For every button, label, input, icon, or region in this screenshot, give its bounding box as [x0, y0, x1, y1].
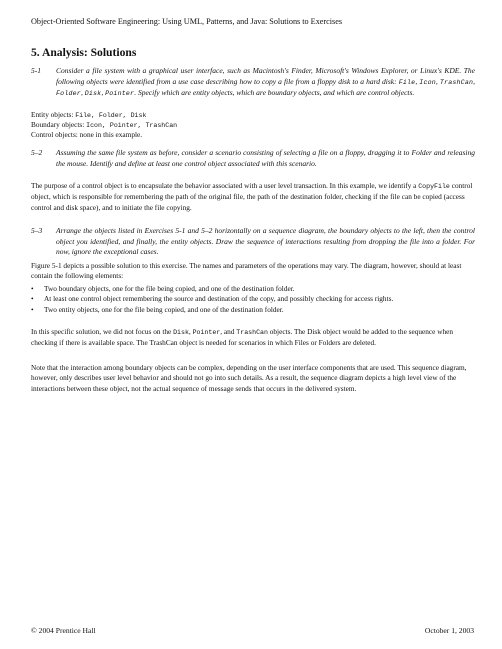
exercise-5-3 [31, 226, 475, 258]
exercise-text: Arrange the objects listed in Exercises 5-1 and 5–2 horizontally on a sequence diagram, the boundary objects to the left, then the control object you identified, and finally, the entity objects. Draw the sequence of interactions resulting from dropping the file into a folder. For now, ignore the exceptional cases. [56, 226, 475, 257]
bullet-icon: • [31, 294, 34, 304]
bullet-icon: • [31, 304, 34, 314]
paragraph-specific-solution [31, 327, 475, 349]
separator: , [415, 76, 420, 86]
answer-values: File, Folder, Disk [75, 112, 147, 119]
answer-control-objects: Control objects: none in this example. [31, 130, 143, 139]
code-term: Icon [419, 78, 436, 86]
list-item-text: Two entity objects, one for the file being copied, and one of the destination folder. [44, 304, 284, 314]
running-header: Object-Oriented Software Engineering: Using UML, Patterns, and Java: Solutions to Exercises [31, 17, 343, 26]
exercise-text-part: . Specify which are entity objects, which are boundary objects, and which are control objects. [134, 88, 415, 98]
exercise-number: 5-1 [31, 66, 41, 75]
list-item [31, 294, 475, 304]
exercise-number: 5–2 [31, 148, 43, 157]
answer-label: Entity objects: [31, 110, 76, 119]
code-term: Pointer [192, 329, 221, 336]
separator: , [80, 88, 85, 98]
separator: , [101, 88, 106, 98]
paragraph-text: The purpose of a control object is to encapsulate the behavior associated with a user level transaction. In this example, we identify a [31, 181, 419, 190]
paragraph-text: In this specific solution, we did not focus on the [31, 327, 174, 336]
exercise-text: Assuming the same file system as before, consider a scenario consisting of selecting a file on a floppy, dragging it to Folder and releasing the mouse. Identify and define at least one control object associated with this scenario. [56, 148, 475, 168]
paragraph-figure-intro: Figure 5-1 depicts a possible solution to this exercise. The names and parameters of the operations may vary. The diagram, however, should at least contain the following elements: [31, 261, 462, 281]
footer-date: October 1, 2003 [424, 626, 474, 635]
separator: , [473, 76, 476, 86]
separator: , [188, 327, 193, 336]
list-item [31, 305, 475, 315]
answer-label: Boundary objects: [31, 120, 87, 129]
code-term: CopyFile [418, 183, 450, 190]
exercise-5-2 [31, 148, 475, 169]
exercise-5-1 [31, 66, 475, 100]
separator: , [435, 76, 440, 86]
code-term: Folder [56, 90, 81, 98]
list-item-text: At least one control object remembering the source and destination of the copy, and possibly checking for access rights. [44, 294, 394, 304]
section-title: 5. Analysis: Solutions [31, 46, 137, 59]
code-term: Pointer [105, 90, 135, 98]
code-term: TrashCan [439, 78, 474, 86]
exercise-text [56, 66, 475, 100]
exercise-text-part: Consider a file system with a graphical user interface, such as Macintosh's Finder, Microsoft's Windows Explorer, or Linux's KDE. The following objects were identified from a use case describing how to copy a file from a floppy disk to a hard disk: [56, 66, 475, 86]
paragraph-text: control object, which is responsible for remembering the path of the original file, the path of the destination folder, checking if the file can be copied (access control and disk space), and to initiate the file copying. [31, 181, 473, 212]
answer-values: Icon, Pointer, TrashCan [86, 122, 178, 129]
code-term: File [398, 78, 416, 86]
code-term: Disk [84, 90, 102, 98]
list-item-text: Two boundary objects, one for the file being copied, and one of the destination folder. [44, 284, 295, 293]
footer-copyright: © 2004 Prentice Hall [31, 626, 96, 635]
paragraph-control-object [31, 181, 475, 213]
code-term: Disk [173, 329, 189, 336]
code-term: TrashCan [236, 329, 268, 336]
exercise-number: 5–3 [31, 226, 43, 235]
requirements-list [31, 284, 475, 315]
separator: , and [220, 327, 237, 336]
paragraph-note: Note that the interaction among boundary objects can be complex, depending on the user interface components that are used. This sequence diagram, however, only describes user level behavior and should not go into such details. As a result, the sequence diagram depicts a high level view of the interactions between these object, not the actual sequence of message sends that occurs in the delivered system. [31, 363, 467, 393]
bullet-icon: • [31, 284, 34, 293]
paragraph-text: objects. The Disk object would be added to the sequence when checking if there is available space. The TrashCan object is needed for scenarios in which Files or Folders are deleted. [31, 327, 454, 348]
list-item [31, 284, 475, 294]
